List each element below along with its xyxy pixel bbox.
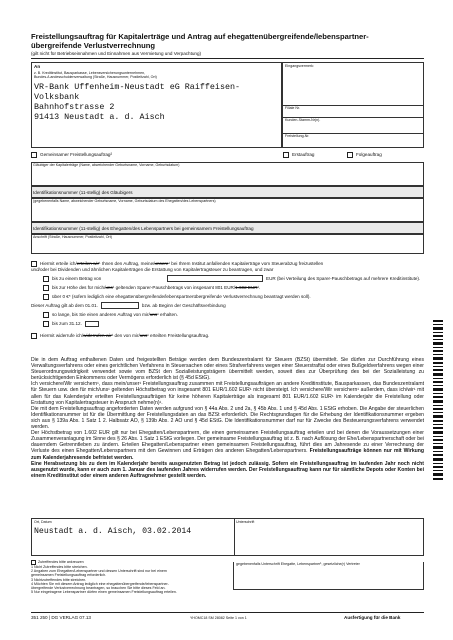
glaeubiger-label: Gläubiger der Kapitalerträge (Name, abweichender Geburtsname, Vorname, Geburtsdatum) bbox=[33, 163, 180, 167]
an-label: An bbox=[34, 64, 41, 69]
form-subtitle: (gilt nicht für Betriebseinnahmen und Einnahmen aus Vermietung und Verpachtung) bbox=[31, 51, 202, 56]
betrag-label: bis zu einem Betrag von bbox=[52, 275, 102, 281]
footnote: 3 Nichtzutreffendes bitte streichen. bbox=[31, 577, 87, 582]
idnr-ehegatte-field[interactable] bbox=[31, 222, 424, 234]
gemeinsam-checkbox[interactable] bbox=[31, 152, 37, 158]
idnr-glaeubiger-field[interactable] bbox=[31, 186, 424, 198]
an-hint-2: Bundes-/Landesschuldenverwaltung (Straße, Hausnummer, Postleitzahl, Ort) bbox=[34, 75, 157, 79]
legal-paragraph: Die mit dem Freistellungsauftrag angeforderten Daten werden aufgrund von § 44a Abs. 2 und 2a, § 45b Abs. 1 und § 45d Abs. 1 EStG erhoben. Die Angabe der steuerlichen Identifikationsnummer ist für die Übermittlung der Freistellungsdaten an das BZSt erforderlich. Die Rechtsgrundlagen für die Erhebung der Identifikationsnummer ergeben sich aus § 139a Abs. 1 Satz 1 2. Halbsatz AO, § 139b Abs. 2 AO und § 45d EStG. Die Identifikationsnummer darf nur für Zwecke des Besteuerungsverfahrens verwendet werden. bbox=[31, 405, 424, 431]
an-hint-1: z. B. Kreditinstitut, Bausparkasse, Lebensversicherungsunternehmen, bbox=[34, 71, 146, 75]
bis-zum-checkbox[interactable] bbox=[43, 321, 49, 327]
ort-datum-value[interactable]: Neustadt a. d. Aisch, 03.02.2014 bbox=[34, 527, 192, 536]
barcode-icon bbox=[433, 320, 443, 480]
erteile-text-2: und/oder bei Dividenden und ähnlichen Kapitalerträgen die Erstattung von Kapitalertragsteuer zu beantragen, und zwar bbox=[31, 267, 274, 272]
title-rule bbox=[31, 58, 424, 59]
bis-zum-jahr-input[interactable] bbox=[85, 321, 99, 328]
legal-paragraph: Ich versichere/Wir versichern¹, dass mein/unser¹ Freistellungsauftrag zusammen mit Freistellungsaufträgen an andere Kreditinstitute, Bausparkassen, das Bundeszentralamt für Steuern usw. den für mich/uns¹ geltenden Höchstbetrag von insgesamt 801 EUR/1.602 EUR¹ nicht übersteigt. Ich versichere/Wir versichern¹ außerdem, dass ich/wir¹ mit allen für das Kalenderjahr erteilten Freistellungsaufträgen für keine höheren Kapitalerträge als insgesamt 801 EUR/1.602 EUR¹ im Kalenderjahr die Freistellung oder Erstattung von Kapitalertragsteuer in Anspruch nehme(n)¹. bbox=[31, 381, 424, 406]
bank-line: 91413 Neustadt a. d. Aisch bbox=[34, 112, 165, 122]
widerrufe-text: Hiermit widerrufe ich/widerrufen wir¹ den von mir/uns¹ erteilten Freistellungsauftrag. bbox=[40, 333, 210, 339]
anschrift-label: Anschrift (Straße, Hausnummer, Postleitzahl, Ort) bbox=[33, 235, 112, 239]
glaeubiger-field[interactable] bbox=[31, 162, 424, 186]
gilt-label-2: bzw. ab Beginn der Geschäftsverbindung bbox=[141, 302, 226, 308]
footnotes bbox=[31, 560, 231, 594]
gemeinsam-label: Gemeinsamer Freistellungsauftrag² bbox=[40, 152, 112, 158]
erteile-text: Hiermit erteile ich/erteilen wir¹ Ihnen den Auftrag, meine/unsere¹ bei Ihrem Institut anfallenden Kapitalerträge vom Steuerabzug freizustellen bbox=[40, 260, 324, 266]
form-title bbox=[31, 32, 426, 50]
legal-paragraph: Der Höchstbetrag von 1.602 EUR gilt nur bei Ehegatten/Lebenspartnern, die einen gemeinsamen Freistellungsauftrag erteilen und bei denen die Voraussetzungen einer Zusammenveranlagung im Sinne des § 26 Abs. 1 Satz 1 EStG vorliegen. Der gemeinsame Freistellungsauftrag ist z. B. nach Auflösung der Ehe/Lebenspartnerschaft oder bei dauerndem Getrenntleben zu ändern. Erteilen Ehegatten/Lebenspartner einen gemeinsamen Freistellungsauftrag, führt dies am Jahresende zu einer Verrechnung der Verluste des einen Ehegatten/Lebenspartners mit den Gewinnen und Erträgen des anderen Ehegatten/Lebenspartners. Freistellungsaufträge können nur mit Wirkung zum Kalenderjahresende befristet werden. bbox=[31, 430, 424, 461]
ehegatte-field[interactable] bbox=[31, 198, 424, 222]
footnote: 1 Nicht Zutreffendes bitte streichen. bbox=[31, 565, 88, 569]
signature-box bbox=[31, 518, 424, 556]
filiale-label: Filiale Nr. bbox=[285, 106, 300, 110]
unterschrift-label: Unterschrift bbox=[236, 520, 255, 524]
footer-copy-label: Ausfertigung für die Bank bbox=[344, 615, 401, 620]
null-checkbox[interactable] bbox=[43, 294, 49, 300]
folgeauftrag-label: Folgeauftrag bbox=[356, 152, 382, 158]
ehegatte-unterschrift-label: gegebenenfalls Unterschrift Ehegatte, Lebenspartner¹, gesetzliche(r) Vertreter bbox=[236, 562, 360, 566]
title-line-1: Freistellungsauftrag für Kapitalerträge und Antrag auf ehegattenübergreifende/lebenspartner- bbox=[31, 32, 369, 41]
personal-data-section bbox=[31, 162, 424, 254]
betrag-input[interactable] bbox=[167, 275, 263, 282]
kunde-label: Kunden-Stamm-Nr(n). bbox=[285, 118, 321, 122]
bank-address bbox=[34, 82, 240, 122]
bank-line: Volksbank bbox=[34, 92, 80, 102]
widerrufe-checkbox[interactable] bbox=[31, 333, 37, 339]
legal-paragraph: Die in dem Auftrag enthaltenen Daten und freigestellten Beträge werden dem Bundeszentralamt für Steuern (BZSt) übermittelt. Sie dürfen zur Durchführung eines Verwaltungsverfahrens oder eines gerichtlichen Verfahrens in Steuersachen oder eines Strafverfahrens wegen einer Steuerstraftat oder eines Bußgeldverfahrens wegen einer Steuerordnungswidrigkeit verwendet sowie vom BZSt den Sozialleistungsträgern übermittelt werden, soweit dies zur Überprüfung des bei der Sozialleistung zu berücksichtigenden Einkommens oder Vermögens erforderlich ist (§ 45d EStG). bbox=[31, 357, 424, 382]
zutreffend-label: Zutreffendes bitte ankreuzen bbox=[38, 560, 84, 565]
solange-checkbox[interactable] bbox=[43, 312, 49, 318]
ehegatte-label: (gegebenenfalls Name, abweichender Geburtsname, Vorname, Geburtsdatum des Ehegatten/des Lebenspartners) bbox=[33, 199, 216, 203]
title-line-2: übergreifende Verlustverrechnung bbox=[31, 41, 156, 50]
betrag-eur-label: EUR (bei Verteilung des Sparer-Pauschbetrags auf mehrere Kreditinstitute). bbox=[266, 275, 421, 281]
eingang-label: Eingangsvermerk: bbox=[285, 64, 314, 68]
freistellung-label: Freistellung-Nr. bbox=[285, 134, 310, 138]
hoehe-checkbox[interactable] bbox=[43, 285, 49, 291]
idnr-glaeubiger-label: Identifikationsnummer (11-stellig) des Gläubigers bbox=[33, 190, 133, 195]
hoehe-text: bis zur Höhe des für mich/uns¹ geltenden Sparer-Pauschbetrags von insgesamt 801 EUR/1.602 EUR¹. bbox=[52, 284, 261, 290]
footnote: 2 Angaben zum Ehegatten/Lebenspartner und dessen Unterschrift sind nur bei einem bbox=[31, 569, 167, 574]
legal-text bbox=[31, 357, 424, 479]
anschrift-field[interactable] bbox=[31, 234, 424, 254]
footer-form-number: 351 250 | DG VERLAG 07.13 bbox=[31, 615, 91, 620]
office-use-box bbox=[282, 62, 424, 148]
null-label: über 0 €* (sofern lediglich eine ehegattenübergreifende/lebenspartnerübergreifende Verlustverrechnung beantragt werden soll). bbox=[52, 293, 311, 299]
idnr-ehegatte-label: Identifikationsnummer (11-stellig) des Ehegatten/des Lebenspartners bei gemeinsamem Freistellungsauftrag bbox=[33, 226, 254, 231]
second-signature-box bbox=[233, 562, 424, 590]
erstauftrag-checkbox[interactable] bbox=[283, 152, 289, 158]
betrag-checkbox[interactable] bbox=[43, 276, 49, 282]
order-section bbox=[31, 260, 424, 341]
bis-zum-label: bis zum 31.12. bbox=[52, 321, 82, 327]
gilt-label: Dieser Auftrag gilt ab dem 01.01. bbox=[31, 302, 98, 308]
bank-line: Bahnhofstrasse 2 bbox=[34, 102, 115, 112]
erstauftrag-label: Erstauftrag bbox=[292, 152, 315, 158]
footnote: 5 Nur eingetragene Lebenspartner dürfen einen gemeinsamen Freistellungsauftrag erteilen. bbox=[31, 590, 177, 595]
footnote: übergreifende Verlustverrechnung beantragen, so brauchen Sie bitte dieses Feld an. bbox=[31, 586, 166, 591]
legal-bold-paragraph: Eine Herabsetzung bis zu dem im Kalenderjahr bereits ausgenutzten Betrag ist jedoch zulässig. Sofern ein Freistellungsauftrag im laufenden Jahr noch nicht ausgenutzt wurde, kann er auch zum 1. Januar des laufenden Jahres widerrufen werden. Der Freistellungsauftrag kann nur für sämtliche Depots oder Konten bei einem Kreditinstitut oder einem anderen Auftragnehmer gestellt werden. bbox=[31, 460, 424, 479]
folgeauftrag-checkbox[interactable] bbox=[347, 152, 353, 158]
footnote: gemeinsamen Freistellungsauftrag erforderlich. bbox=[31, 573, 107, 578]
footer-page-info: YHOMC18 SM 28082 Seite 1 von 1 bbox=[190, 616, 247, 620]
ort-datum-label: Ort, Datum bbox=[34, 520, 52, 524]
order-type-row bbox=[31, 152, 424, 158]
bank-line: VR-Bank Uffenheim-Neustadt eG Raiffeisen- bbox=[34, 82, 241, 92]
gilt-jahr-input[interactable] bbox=[101, 302, 139, 309]
footnote: 4 Möchten Sie mit diesem Antrag lediglich eine ehegattenübergreifende/lebenspartner- bbox=[31, 581, 169, 586]
footer-rule bbox=[31, 612, 424, 613]
solange-text: so lange, bis Sie einen anderen Auftrag von mir/uns¹ erhalten. bbox=[52, 311, 178, 317]
recipient-address-box[interactable] bbox=[31, 62, 282, 148]
erteile-checkbox[interactable] bbox=[31, 261, 37, 267]
